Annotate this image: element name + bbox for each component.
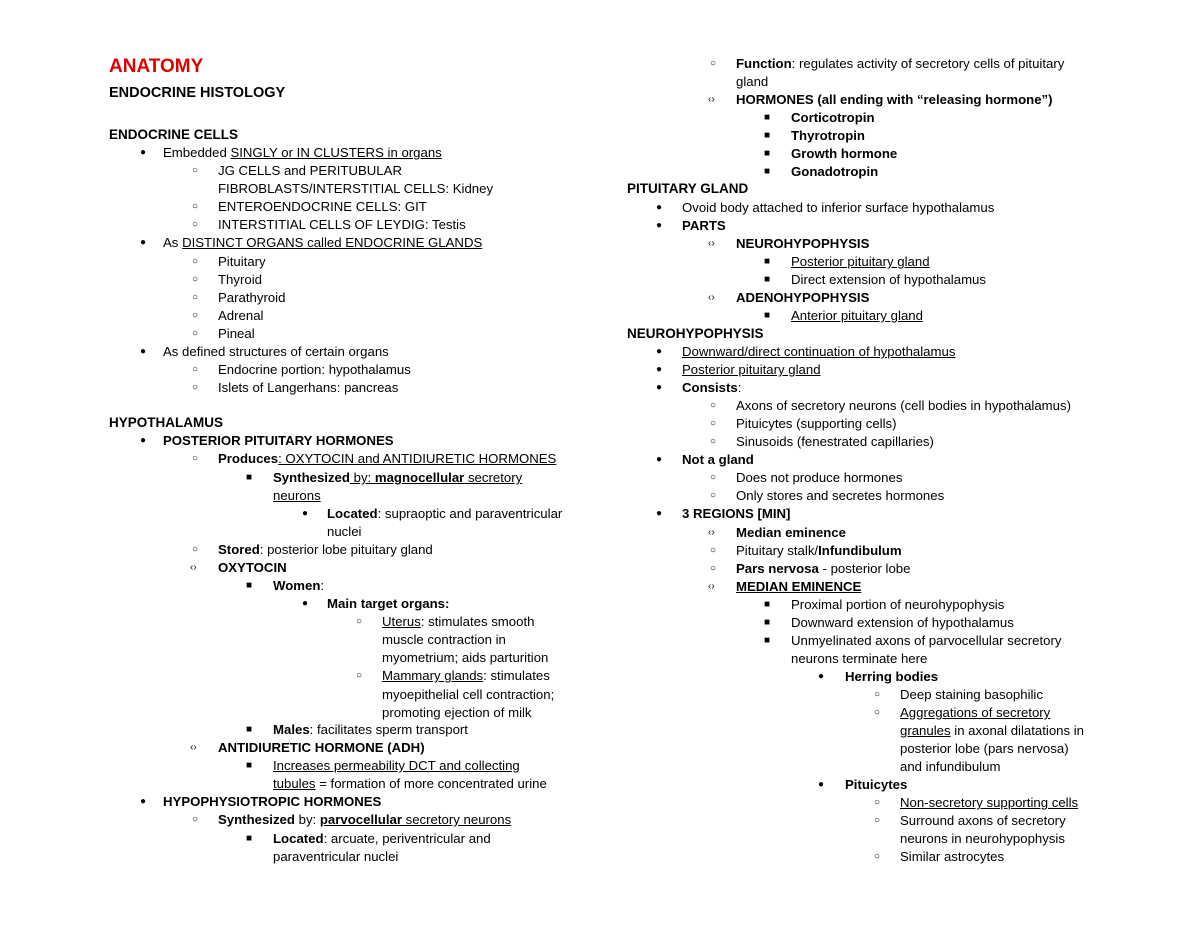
list-item: Only stores and secretes hormones xyxy=(736,488,945,503)
list-item: Growth hormone xyxy=(791,146,898,161)
list-item: Synthesized by: parvocellular secretory neurons xyxy=(218,812,512,827)
list-item: Median eminence xyxy=(736,525,846,540)
square-bullet-icon: ■ xyxy=(246,760,253,771)
circle-bullet-icon: ○ xyxy=(192,292,199,303)
list-item: Downward/direct continuation of hypothalamus xyxy=(682,344,956,359)
bullet-icon: ● xyxy=(656,454,663,465)
list-item: Pituicytes (supporting cells) xyxy=(736,416,897,431)
circle-bullet-icon: ○ xyxy=(192,328,199,339)
list-item: HYPOPHYSIOTROPIC HORMONES xyxy=(163,794,382,809)
list-item: Endocrine portion: hypothalamus xyxy=(218,362,411,377)
list-item: Similar astrocytes xyxy=(900,849,1005,864)
list-item: As DISTINCT ORGANS called ENDOCRINE GLANDS xyxy=(163,235,483,250)
list-item: Stored: posterior lobe pituitary gland xyxy=(218,542,433,557)
list-item: Not a gland xyxy=(682,452,754,467)
circle-bullet-icon: ○ xyxy=(874,689,881,700)
circle-bullet-icon: ○ xyxy=(874,797,881,808)
square-bullet-icon: ■ xyxy=(246,580,253,591)
list-item: Women: xyxy=(273,578,325,593)
list-item: muscle contraction in xyxy=(382,632,506,647)
circle-bullet-icon: ○ xyxy=(710,545,717,556)
list-item: Pituitary xyxy=(218,254,266,269)
chevron-bullet-icon: ‹› xyxy=(708,581,715,592)
list-item: myoepithelial cell contraction; xyxy=(382,687,555,702)
list-item: Corticotropin xyxy=(791,110,875,125)
list-item: granules in axonal dilatations in xyxy=(900,723,1085,738)
square-bullet-icon: ■ xyxy=(764,148,771,159)
list-item: ENTEROENDOCRINE CELLS: GIT xyxy=(218,199,427,214)
list-item: Pituitary stalk/Infundibulum xyxy=(736,543,902,558)
list-item: Consists: xyxy=(682,380,742,395)
chevron-bullet-icon: ‹› xyxy=(708,527,715,538)
circle-bullet-icon: ○ xyxy=(710,400,717,411)
square-bullet-icon: ■ xyxy=(246,833,253,844)
heading-pituitary-gland: PITUITARY GLAND xyxy=(627,181,749,196)
circle-bullet-icon: ○ xyxy=(710,472,717,483)
list-item: POSTERIOR PITUITARY HORMONES xyxy=(163,433,394,448)
list-item: Surround axons of secretory xyxy=(900,813,1066,828)
bullet-icon: ● xyxy=(140,237,147,248)
list-item: neurons xyxy=(273,488,321,503)
list-item: PARTS xyxy=(682,218,726,233)
circle-bullet-icon: ○ xyxy=(710,436,717,447)
square-bullet-icon: ■ xyxy=(764,166,771,177)
bullet-icon: ● xyxy=(140,435,147,446)
document-title: ANATOMY xyxy=(109,56,204,77)
circle-bullet-icon: ○ xyxy=(192,382,199,393)
list-item: Ovoid body attached to inferior surface hypothalamus xyxy=(682,200,995,215)
list-item: Sinusoids (fenestrated capillaries) xyxy=(736,434,934,449)
list-item: Mammary glands: stimulates xyxy=(382,668,550,683)
list-item: Located: supraoptic and paraventricular xyxy=(327,506,563,521)
list-item: OXYTOCIN xyxy=(218,560,287,575)
bullet-icon: ● xyxy=(140,147,147,158)
list-item: promoting ejection of milk xyxy=(382,705,532,720)
square-bullet-icon: ■ xyxy=(246,472,253,483)
bullet-icon: ● xyxy=(818,671,825,682)
list-item: Thyrotropin xyxy=(791,128,865,143)
list-item: INTERSTITIAL CELLS OF LEYDIG: Testis xyxy=(218,217,466,232)
list-item: As defined structures of certain organs xyxy=(163,344,389,359)
heading-endocrine-cells: ENDOCRINE CELLS xyxy=(109,127,239,142)
list-item: MEDIAN EMINENCE xyxy=(736,579,862,594)
circle-bullet-icon: ○ xyxy=(874,815,881,826)
circle-bullet-icon: ○ xyxy=(192,201,199,212)
circle-bullet-icon: ○ xyxy=(192,544,199,555)
list-item: tubules = formation of more concentrated urine xyxy=(273,776,547,791)
list-item: Does not produce hormones xyxy=(736,470,903,485)
circle-bullet-icon: ○ xyxy=(874,851,881,862)
list-item: Uterus: stimulates smooth xyxy=(382,614,535,629)
chevron-bullet-icon: ‹› xyxy=(708,94,715,105)
square-bullet-icon: ■ xyxy=(764,256,771,267)
chevron-bullet-icon: ‹› xyxy=(708,292,715,303)
bullet-icon: ● xyxy=(656,508,663,519)
list-item: Gonadotropin xyxy=(791,164,879,179)
circle-bullet-icon: ○ xyxy=(710,563,717,574)
circle-bullet-icon: ○ xyxy=(192,274,199,285)
list-item: JG CELLS and PERITUBULAR xyxy=(218,163,402,178)
chevron-bullet-icon: ‹› xyxy=(190,742,197,753)
document-subtitle: ENDOCRINE HISTOLOGY xyxy=(109,85,286,101)
list-item: Main target organs: xyxy=(327,596,450,611)
list-item: Synthesized by: magnocellular secretory xyxy=(273,470,523,485)
list-item: Pars nervosa - posterior lobe xyxy=(736,561,911,576)
list-item: Males: facilitates sperm transport xyxy=(273,722,468,737)
list-item: ADENOHYPOPHYSIS xyxy=(736,290,870,305)
chevron-bullet-icon: ‹› xyxy=(190,562,197,573)
list-item: nuclei xyxy=(327,524,362,539)
list-item: Posterior pituitary gland xyxy=(682,362,821,377)
bullet-icon: ● xyxy=(656,220,663,231)
list-item: neurons in neurohypophysis xyxy=(900,831,1065,846)
square-bullet-icon: ■ xyxy=(764,599,771,610)
list-item: Function: regulates activity of secretory cells of pituitary xyxy=(736,56,1065,71)
circle-bullet-icon: ○ xyxy=(356,616,363,627)
bullet-icon: ● xyxy=(140,796,147,807)
list-item: paraventricular nuclei xyxy=(273,849,399,864)
list-item: Thyroid xyxy=(218,272,262,287)
bullet-icon: ● xyxy=(656,364,663,375)
circle-bullet-icon: ○ xyxy=(710,58,717,69)
bullet-icon: ● xyxy=(140,346,147,357)
list-item: 3 REGIONS [MIN] xyxy=(682,506,791,521)
circle-bullet-icon: ○ xyxy=(192,453,199,464)
list-item: Proximal portion of neurohypophysis xyxy=(791,597,1005,612)
list-item: Anterior pituitary gland xyxy=(791,308,923,323)
square-bullet-icon: ■ xyxy=(764,130,771,141)
list-item: and infundibulum xyxy=(900,759,1001,774)
bullet-icon: ● xyxy=(302,598,309,609)
square-bullet-icon: ■ xyxy=(764,635,771,646)
list-item: FIBROBLASTS/INTERSTITIAL CELLS: Kidney xyxy=(218,181,494,196)
list-item: Pineal xyxy=(218,326,255,341)
circle-bullet-icon: ○ xyxy=(192,310,199,321)
circle-bullet-icon: ○ xyxy=(710,490,717,501)
list-item: Produces: OXYTOCIN and ANTIDIURETIC HORMONES xyxy=(218,451,557,466)
heading-neurohypophysis: NEUROHYPOPHYSIS xyxy=(627,326,764,341)
list-item: Embedded SINGLY or IN CLUSTERS in organs xyxy=(163,145,442,160)
circle-bullet-icon: ○ xyxy=(710,418,717,429)
list-item: posterior lobe (pars nervosa) xyxy=(900,741,1069,756)
list-item: Axons of secretory neurons (cell bodies in hypothalamus) xyxy=(736,398,1071,413)
bullet-icon: ● xyxy=(818,779,825,790)
square-bullet-icon: ■ xyxy=(246,724,253,735)
circle-bullet-icon: ○ xyxy=(874,707,881,718)
circle-bullet-icon: ○ xyxy=(192,364,199,375)
square-bullet-icon: ■ xyxy=(764,112,771,123)
list-item: HORMONES (all ending with “releasing hormone”) xyxy=(736,92,1053,107)
list-item: Downward extension of hypothalamus xyxy=(791,615,1014,630)
circle-bullet-icon: ○ xyxy=(192,814,199,825)
list-item: Posterior pituitary gland xyxy=(791,254,930,269)
square-bullet-icon: ■ xyxy=(764,274,771,285)
bullet-icon: ● xyxy=(302,508,309,519)
chevron-bullet-icon: ‹› xyxy=(708,238,715,249)
list-item: myometrium; aids parturition xyxy=(382,650,549,665)
bullet-icon: ● xyxy=(656,382,663,393)
list-item: gland xyxy=(736,74,769,89)
list-item: Pituicytes xyxy=(845,777,908,792)
bullet-icon: ● xyxy=(656,202,663,213)
list-item: Islets of Langerhans: pancreas xyxy=(218,380,399,395)
list-item: Deep staining basophilic xyxy=(900,687,1043,702)
list-item: Increases permeability DCT and collecting xyxy=(273,758,520,773)
list-item: Direct extension of hypothalamus xyxy=(791,272,986,287)
list-item: Herring bodies xyxy=(845,669,939,684)
square-bullet-icon: ■ xyxy=(764,310,771,321)
list-item: Adrenal xyxy=(218,308,264,323)
heading-hypothalamus: HYPOTHALAMUS xyxy=(109,415,223,430)
bullet-icon: ● xyxy=(656,346,663,357)
list-item: Unmyelinated axons of parvocellular secretory xyxy=(791,633,1062,648)
square-bullet-icon: ■ xyxy=(764,617,771,628)
list-item: Located: arcuate, periventricular and xyxy=(273,831,491,846)
circle-bullet-icon: ○ xyxy=(192,165,199,176)
circle-bullet-icon: ○ xyxy=(356,670,363,681)
circle-bullet-icon: ○ xyxy=(192,219,199,230)
list-item: Parathyroid xyxy=(218,290,286,305)
list-item: NEUROHYPOPHYSIS xyxy=(736,236,870,251)
list-item: Aggregations of secretory xyxy=(900,705,1051,720)
list-item: ANTIDIURETIC HORMONE (ADH) xyxy=(218,740,425,755)
list-item: neurons terminate here xyxy=(791,651,928,666)
circle-bullet-icon: ○ xyxy=(192,256,199,267)
list-item: Non-secretory supporting cells xyxy=(900,795,1079,810)
